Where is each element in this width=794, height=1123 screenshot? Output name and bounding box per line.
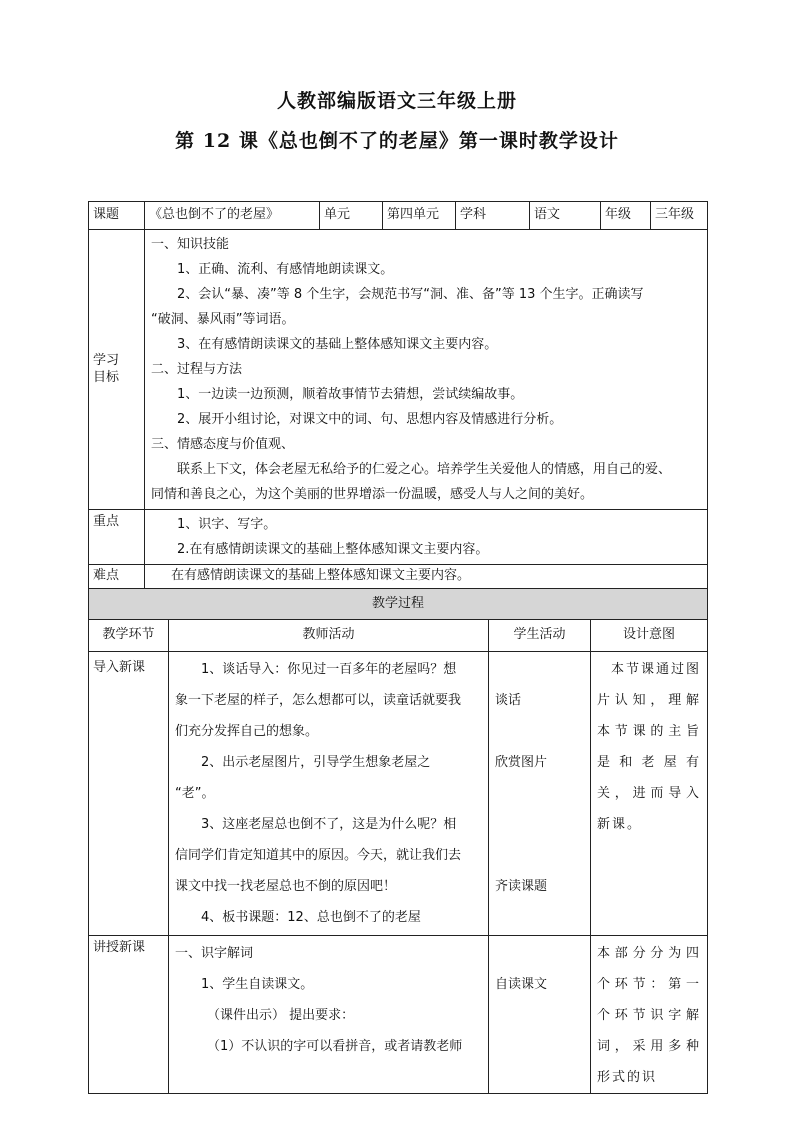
student-activity: 自读课文 — [489, 936, 591, 1094]
goal-line: 二、过程与方法 — [151, 362, 243, 377]
goals-label: 学习 目标 — [89, 230, 145, 510]
difficulty-text: 在有感情朗读课文的基础上整体感知课文主要内容。 — [145, 565, 708, 589]
subject-label: 学科 — [456, 202, 530, 230]
key-points-label: 重点 — [89, 510, 145, 565]
document-title: 人教部编版语文三年级上册 — [276, 90, 517, 112]
goal-line: 1、正确、流利、有感情地朗读课文。 — [177, 262, 394, 277]
column-header: 设计意图 — [591, 620, 708, 652]
topic-value: 《总也倒不了的老屋》 — [145, 202, 320, 230]
design-intent: 本部分分为四个环节：第一个环节识字解词，采用多种形式的识 — [591, 936, 708, 1094]
column-header: 教师活动 — [169, 620, 489, 652]
goal-line: 联系上下文，体会老屋无私给予的仁爱之心。培养学生关爱他人的情感，用自己的爱、 — [177, 462, 672, 477]
design-intent: 本节课通过图片认知，理解本节课的主旨是和老屋有关，进而导入新课。 — [591, 652, 708, 936]
goal-line: 1、一边读一边预测，顺着故事情节去猜想，尝试续编故事。 — [177, 387, 524, 402]
goal-line: 同情和善良之心，为这个美丽的世界增添一份温暖，感受人与人之间的美好。 — [151, 487, 594, 502]
key-points — [145, 510, 708, 565]
teacher-activity: 1、谈话导入：你见过一百多年的老屋吗？想 象一下老屋的样子，怎么想都可以，读童话就要我 们充分发挥自己的想象。 2、出示老屋图片，引导学生想象老屋之 “老”。 3、这座老屋总也倒不了，这是为什么呢？相 信同学们肯定知道其中的原因。今天，就让我们去 课文中找一找老屋总也不倒的原因吧！ 4、板书课题：12、总也倒不了的老屋 — [169, 652, 489, 936]
goal-line: 一、知识技能 — [151, 237, 230, 252]
lesson-info-table — [88, 201, 708, 589]
stage-label: 讲授新课 — [89, 936, 169, 1094]
teacher-activity: 一、识字解词 1、学生自读课文。 （课件出示） 提出要求： （1）不认识的字可以看拼音，或者请教老师 — [169, 936, 489, 1094]
goal-line: 3、在有感情朗读课文的基础上整体感知课文主要内容。 — [177, 337, 498, 352]
goal-line: 2、会认“暴、凑”等 8 个生字，会规范书写“洞、准、备”等 13 个生字。正确读写 — [177, 287, 644, 302]
column-header: 教学环节 — [89, 620, 169, 652]
topic-label: 课题 — [89, 202, 145, 230]
unit-value: 第四单元 — [383, 202, 456, 230]
teaching-process-table — [88, 588, 708, 1094]
difficulty-label: 难点 — [89, 565, 145, 589]
stage-label: 导入新课 — [89, 652, 169, 936]
learning-goals — [145, 230, 708, 510]
grade-value: 三年级 — [651, 202, 708, 230]
grade-label: 年级 — [601, 202, 651, 230]
column-header: 学生活动 — [489, 620, 591, 652]
goal-line: “破洞、暴风雨”等词语。 — [151, 312, 295, 327]
process-title: 教学过程 — [89, 589, 708, 620]
subject-value: 语文 — [530, 202, 601, 230]
key-point-line: 1、识字、写字。 — [177, 517, 277, 532]
unit-label: 单元 — [320, 202, 383, 230]
key-point-line: 2.在有感情朗读课文的基础上整体感知课文主要内容。 — [177, 542, 489, 557]
goal-line: 三、情感态度与价值观、 — [151, 437, 295, 452]
goal-line: 2、展开小组讨论，对课文中的词、句、思想内容及情感进行分析。 — [177, 412, 563, 427]
student-activity: 谈话 欣赏图片 齐读课题 — [489, 652, 591, 936]
lesson-title: 第 12 课《总也倒不了的老屋》第一课时教学设计 — [175, 130, 619, 152]
